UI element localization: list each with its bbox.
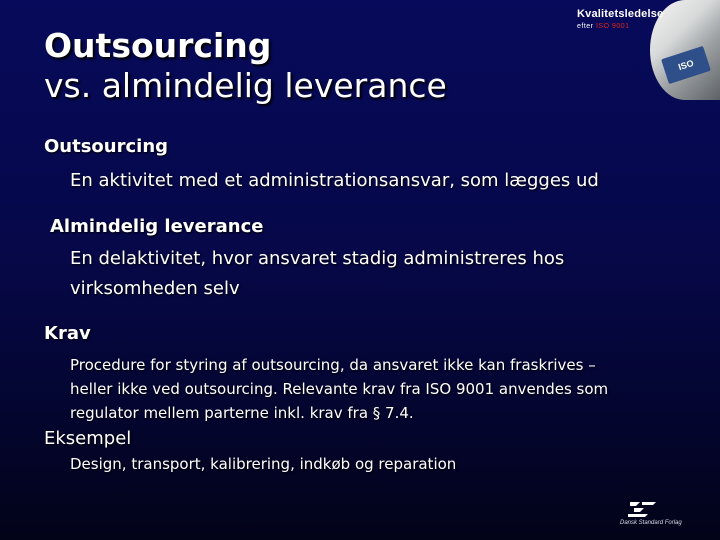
logo-title: Kvalitetsledelse (577, 8, 664, 20)
iso-book-logo (575, 0, 720, 100)
section-text-almindelig-leverance: En delaktivitet, hvor ansvaret stadig administreres hos virksomheden selv (70, 248, 565, 299)
logo-subtitle (577, 23, 630, 30)
section-text-eksempel: Design, transport, kalibrering, indkøb og reparation (70, 455, 457, 473)
logo-subtitle-highlight: ISO 9001 (595, 23, 630, 30)
publisher-mark-icon (626, 500, 666, 520)
section-text-krav: Procedure for styring af outsourcing, da ansvaret ikke kan fraskrives – heller ikke ved outsourcing. Relevante krav fra ISO 9001 anvendes som regulator mellem parterne inkl. krav fra § 7.4. (70, 356, 609, 422)
section-heading-outsourcing: Outsourcing (44, 136, 169, 157)
publisher-logo (612, 500, 692, 534)
section-heading-almindelig-leverance: Almindelig leverance (50, 216, 264, 237)
logo-subtitle-prefix: efter (577, 23, 596, 30)
section-heading-krav: Krav (44, 323, 91, 344)
section-text-outsourcing: En aktivitet med et administrationsansvar, som lægges ud (70, 170, 599, 191)
title-line-1: Outsourcing (44, 26, 272, 65)
iso-sticker: ISO (661, 46, 711, 84)
slide-title (44, 26, 447, 106)
publisher-name: Dansk Standard Forlag (620, 520, 682, 526)
section-heading-eksempel: Eksempel (44, 428, 132, 449)
title-line-2: vs. almindelig leverance (44, 66, 447, 105)
